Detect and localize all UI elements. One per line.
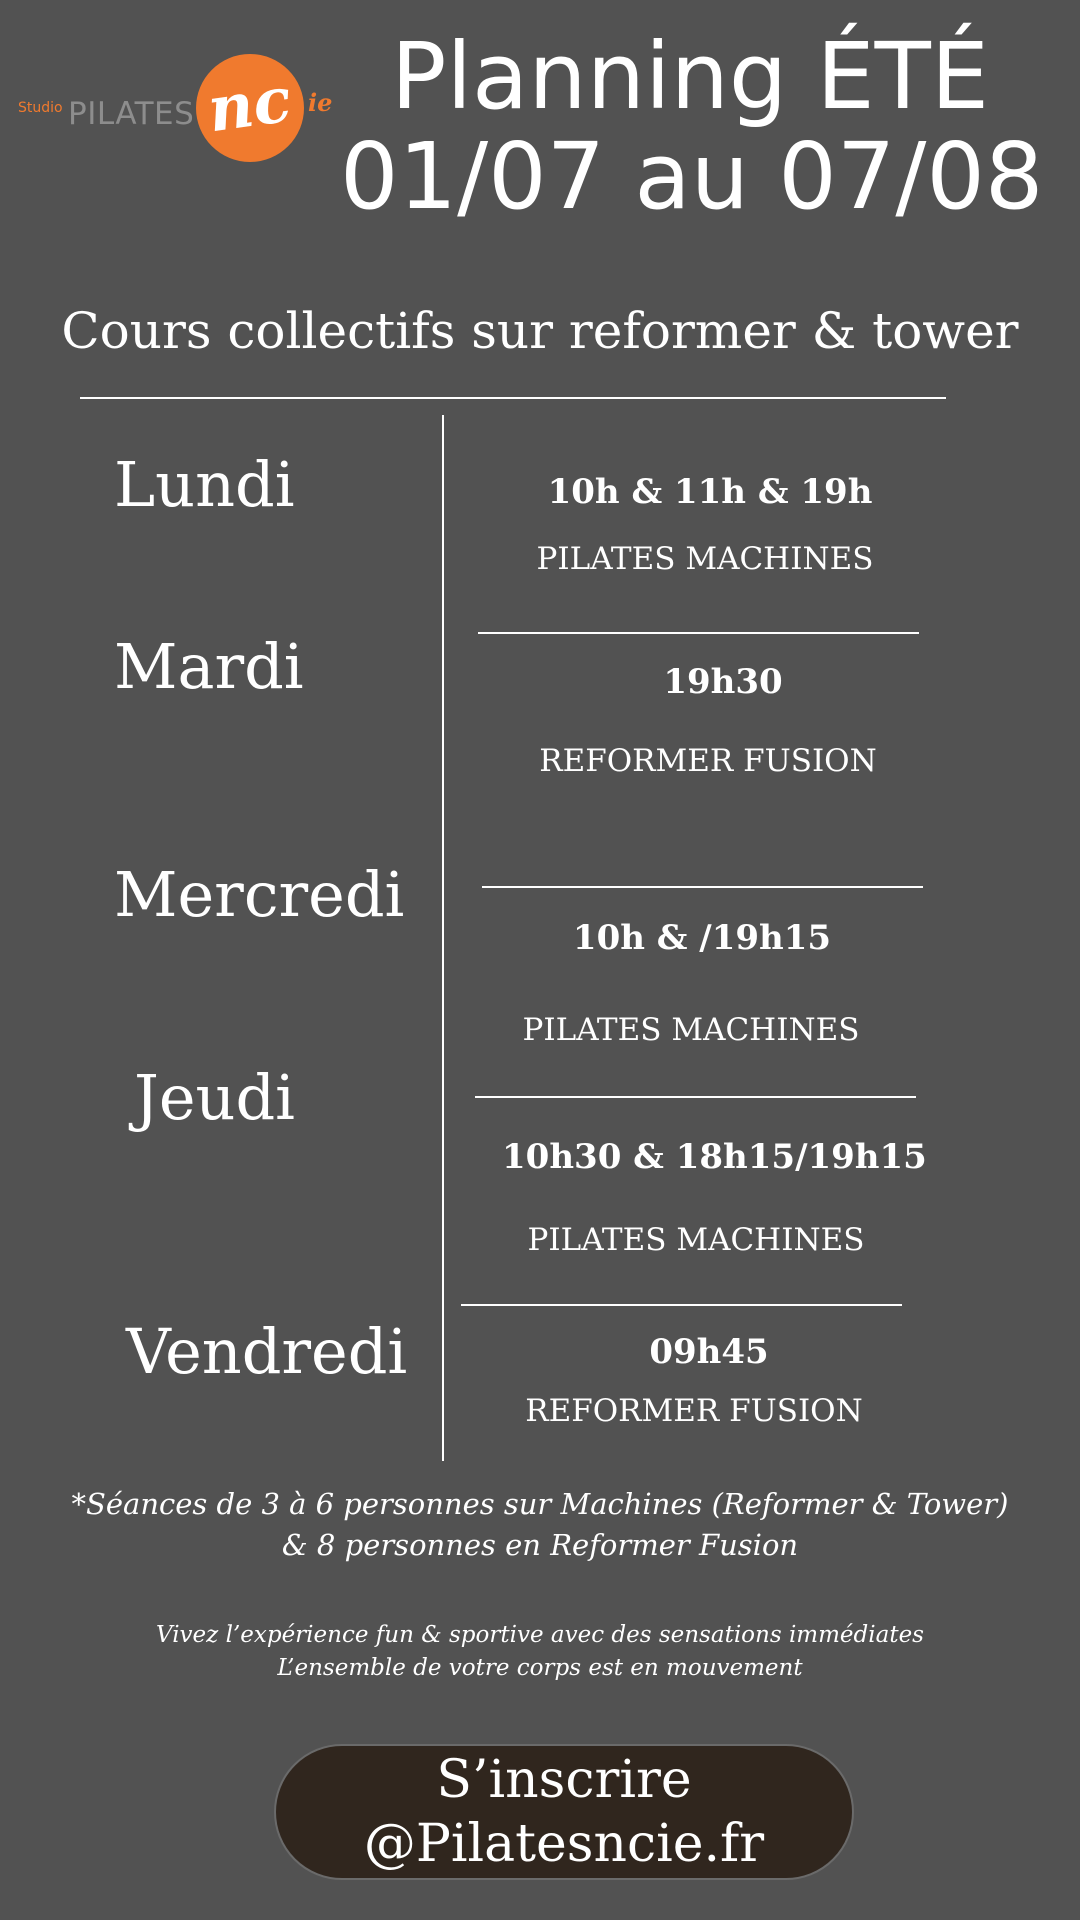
day-label-mardi: Mardi <box>114 630 304 703</box>
day-label-vendredi: Vendredi <box>126 1315 408 1388</box>
course-mercredi: PILATES MACHINES <box>522 1012 860 1048</box>
logo-studio-text: Studio <box>18 100 63 116</box>
schedule-divider <box>475 1096 916 1098</box>
capacity-note-line2: & 8 personnes en Reformer Fusion <box>281 1528 799 1562</box>
logo-suffix-text: ie <box>308 88 333 117</box>
time-mercredi: 10h & /19h15 <box>572 918 832 958</box>
header-divider <box>80 397 946 399</box>
time-vendredi: 09h45 <box>649 1332 769 1372</box>
logo-mark-text: nc <box>203 62 296 147</box>
page-title-line1: Planning ÉTÉ <box>391 23 989 130</box>
studio-logo <box>18 50 338 170</box>
time-jeudi: 10h30 & 18h15/19h15 <box>502 1137 927 1177</box>
signup-button[interactable] <box>274 1744 854 1880</box>
tagline-line2: L’ensemble de votre corps est en mouvement <box>277 1655 803 1681</box>
schedule-divider <box>478 632 919 634</box>
page-subtitle: Cours collectifs sur reformer & tower <box>61 302 1019 360</box>
day-label-jeudi: Jeudi <box>134 1061 295 1134</box>
page-title-line2: 01/07 au 07/08 <box>340 123 1044 230</box>
day-label-mercredi: Mercredi <box>114 858 405 931</box>
course-mardi: REFORMER FUSION <box>539 743 877 779</box>
schedule-divider <box>482 886 923 888</box>
tagline-line1: Vivez l’expérience fun & sportive avec des sensations immédiates <box>156 1622 924 1648</box>
signup-button-label: S’inscrire <box>436 1750 692 1810</box>
time-lundi: 10h & 11h & 19h <box>547 472 873 512</box>
capacity-note-line1: *Séances de 3 à 6 personnes sur Machines (Reformer & Tower) <box>71 1487 1009 1521</box>
course-lundi: PILATES MACHINES <box>536 541 874 577</box>
time-mardi: 19h30 <box>663 662 783 702</box>
schedule-vertical-divider <box>442 415 444 1461</box>
logo-brand-text: PILATES <box>68 96 195 132</box>
course-jeudi: PILATES MACHINES <box>527 1222 865 1258</box>
course-vendredi: REFORMER FUSION <box>525 1393 863 1429</box>
day-label-lundi: Lundi <box>114 448 295 521</box>
signup-button-website: @Pilatesncie.fr <box>363 1814 765 1874</box>
schedule-divider <box>461 1304 902 1306</box>
